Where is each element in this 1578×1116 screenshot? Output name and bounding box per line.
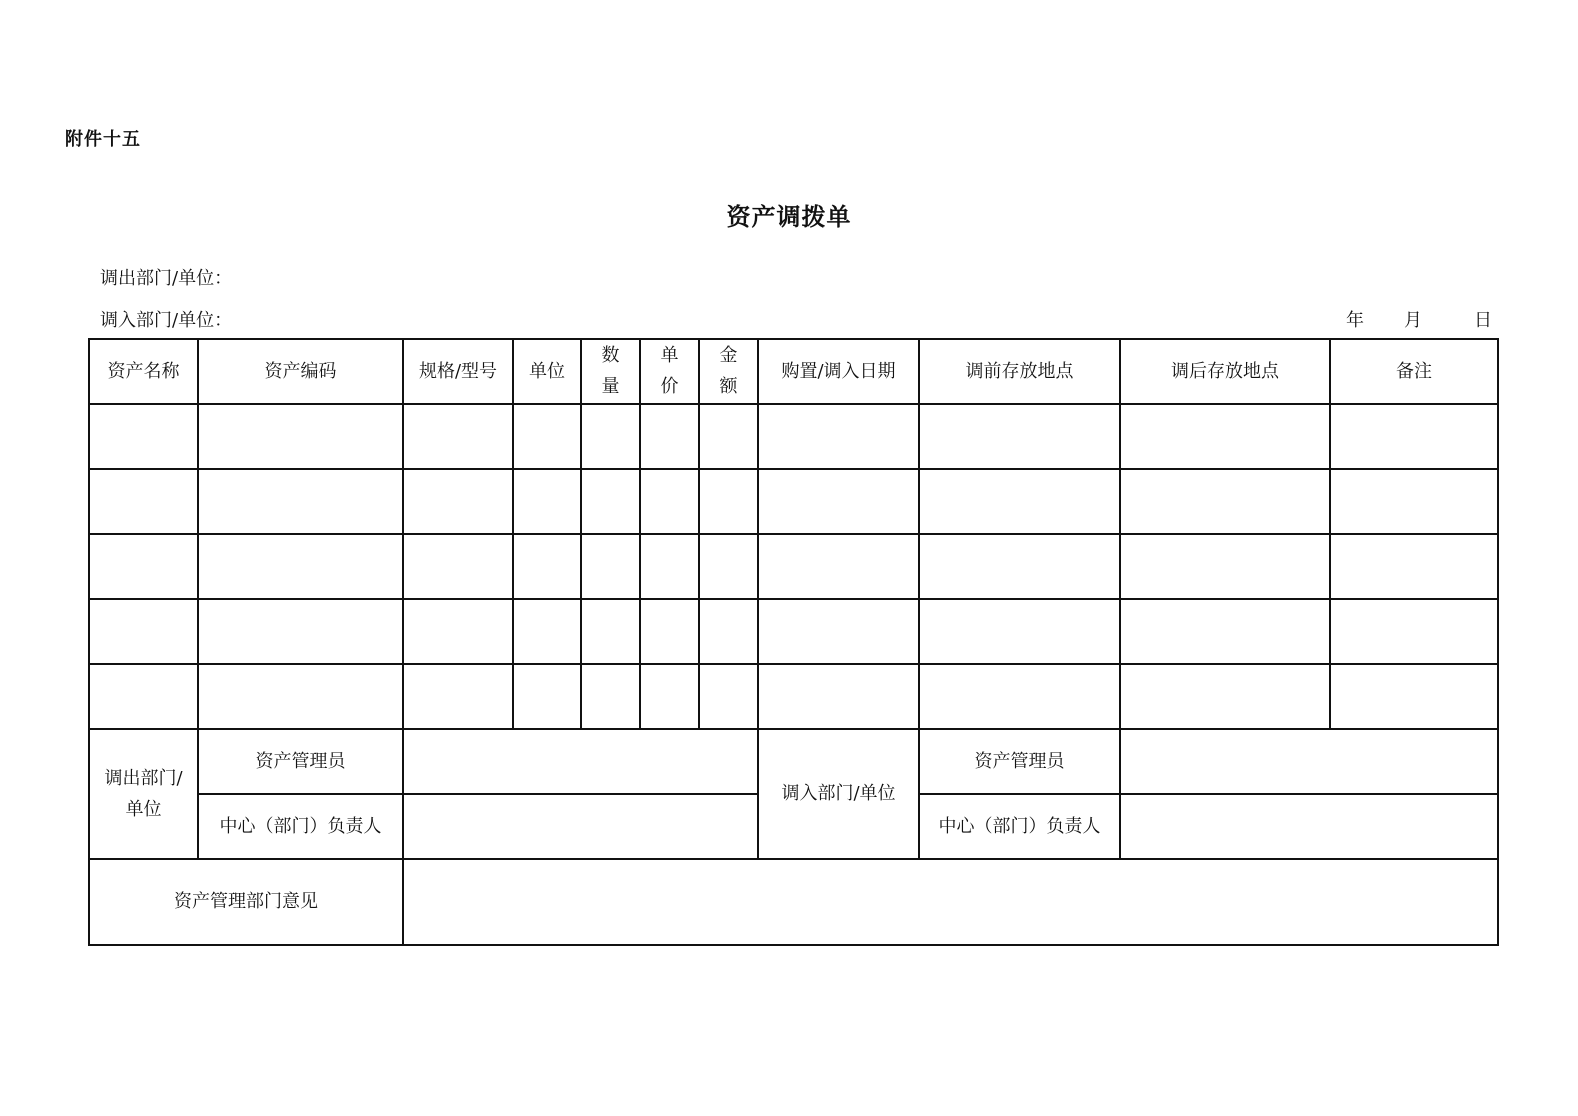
cell-amount[interactable] xyxy=(699,599,758,664)
cell-amount[interactable] xyxy=(699,664,758,729)
table-header-row xyxy=(89,339,1498,404)
cell-asset-code[interactable] xyxy=(198,534,403,599)
col-purchase-date: 购置/调入日期 xyxy=(758,339,919,404)
cell-unit[interactable] xyxy=(513,404,581,469)
date-day-label: 日 xyxy=(1474,310,1492,331)
cell-quantity[interactable] xyxy=(581,534,640,599)
col-unit: 单位 xyxy=(513,339,581,404)
cell-spec-model[interactable] xyxy=(403,469,513,534)
col-location-after: 调后存放地点 xyxy=(1120,339,1330,404)
in-center-head-label: 中心（部门）负责人 xyxy=(919,794,1120,859)
in-center-head-signature[interactable] xyxy=(1120,794,1498,859)
cell-location-after[interactable] xyxy=(1120,404,1330,469)
cell-quantity[interactable] xyxy=(581,664,640,729)
table-row xyxy=(89,469,1498,534)
cell-amount[interactable] xyxy=(699,534,758,599)
table-row xyxy=(89,599,1498,664)
signature-row-manager xyxy=(89,729,1498,794)
cell-location-after[interactable] xyxy=(1120,599,1330,664)
cell-unit-price[interactable] xyxy=(640,664,699,729)
cell-asset-code[interactable] xyxy=(198,404,403,469)
opinion-row xyxy=(89,859,1498,945)
cell-purchase-date[interactable] xyxy=(758,599,919,664)
cell-asset-name[interactable] xyxy=(89,534,198,599)
cell-purchase-date[interactable] xyxy=(758,469,919,534)
col-unit-price-label: 单价 xyxy=(660,345,679,397)
col-remarks: 备注 xyxy=(1330,339,1498,404)
cell-unit-price[interactable] xyxy=(640,469,699,534)
cell-location-before[interactable] xyxy=(919,664,1120,729)
col-spec-model: 规格/型号 xyxy=(403,339,513,404)
col-quantity xyxy=(581,339,640,404)
transfer-in-section-label: 调入部门/单位 xyxy=(758,729,919,859)
cell-location-before[interactable] xyxy=(919,404,1120,469)
cell-remarks[interactable] xyxy=(1330,664,1498,729)
cell-spec-model[interactable] xyxy=(403,599,513,664)
cell-location-after[interactable] xyxy=(1120,469,1330,534)
cell-unit-price[interactable] xyxy=(640,534,699,599)
cell-unit-price[interactable] xyxy=(640,404,699,469)
asset-dept-opinion-field[interactable] xyxy=(403,859,1498,945)
cell-remarks[interactable] xyxy=(1330,599,1498,664)
cell-quantity[interactable] xyxy=(581,599,640,664)
cell-unit[interactable] xyxy=(513,534,581,599)
cell-spec-model[interactable] xyxy=(403,534,513,599)
cell-asset-name[interactable] xyxy=(89,404,198,469)
cell-spec-model[interactable] xyxy=(403,404,513,469)
cell-location-after[interactable] xyxy=(1120,664,1330,729)
cell-quantity[interactable] xyxy=(581,469,640,534)
out-center-head-label: 中心（部门）负责人 xyxy=(198,794,403,859)
cell-location-before[interactable] xyxy=(919,599,1120,664)
asset-dept-opinion-label: 资产管理部门意见 xyxy=(89,859,403,945)
out-asset-manager-signature[interactable] xyxy=(403,729,758,794)
table-row xyxy=(89,534,1498,599)
cell-asset-name[interactable] xyxy=(89,664,198,729)
cell-quantity[interactable] xyxy=(581,404,640,469)
form-title: 资产调拨单 xyxy=(726,203,852,231)
cell-purchase-date[interactable] xyxy=(758,404,919,469)
col-unit-price xyxy=(640,339,699,404)
asset-transfer-table xyxy=(88,338,1499,946)
cell-unit[interactable] xyxy=(513,469,581,534)
in-asset-manager-label: 资产管理员 xyxy=(919,729,1120,794)
cell-asset-name[interactable] xyxy=(89,599,198,664)
col-quantity-label: 数量 xyxy=(601,345,620,397)
cell-location-after[interactable] xyxy=(1120,534,1330,599)
col-amount-label: 金额 xyxy=(719,345,738,397)
table-row xyxy=(89,404,1498,469)
cell-purchase-date[interactable] xyxy=(758,534,919,599)
col-asset-name: 资产名称 xyxy=(89,339,198,404)
cell-spec-model[interactable] xyxy=(403,664,513,729)
out-center-head-signature[interactable] xyxy=(403,794,758,859)
cell-remarks[interactable] xyxy=(1330,404,1498,469)
transfer-in-label: 调入部门/单位： xyxy=(100,310,233,331)
cell-unit[interactable] xyxy=(513,664,581,729)
in-asset-manager-signature[interactable] xyxy=(1120,729,1498,794)
out-asset-manager-label: 资产管理员 xyxy=(198,729,403,794)
cell-remarks[interactable] xyxy=(1330,534,1498,599)
cell-location-before[interactable] xyxy=(919,534,1120,599)
cell-amount[interactable] xyxy=(699,404,758,469)
cell-asset-name[interactable] xyxy=(89,469,198,534)
cell-unit-price[interactable] xyxy=(640,599,699,664)
transfer-out-label: 调出部门/单位： xyxy=(100,268,233,289)
transfer-out-section-text: 调出部门/单位 xyxy=(104,767,183,820)
date-year-label: 年 xyxy=(1346,310,1364,331)
transfer-out-section-label xyxy=(89,729,198,859)
date-month-label: 月 xyxy=(1404,310,1422,331)
cell-location-before[interactable] xyxy=(919,469,1120,534)
cell-unit[interactable] xyxy=(513,599,581,664)
cell-remarks[interactable] xyxy=(1330,469,1498,534)
cell-purchase-date[interactable] xyxy=(758,664,919,729)
attachment-number: 附件十五 xyxy=(65,129,141,150)
col-asset-code: 资产编码 xyxy=(198,339,403,404)
cell-asset-code[interactable] xyxy=(198,469,403,534)
cell-asset-code[interactable] xyxy=(198,599,403,664)
table-row xyxy=(89,664,1498,729)
col-location-before: 调前存放地点 xyxy=(919,339,1120,404)
cell-amount[interactable] xyxy=(699,469,758,534)
col-amount xyxy=(699,339,758,404)
cell-asset-code[interactable] xyxy=(198,664,403,729)
